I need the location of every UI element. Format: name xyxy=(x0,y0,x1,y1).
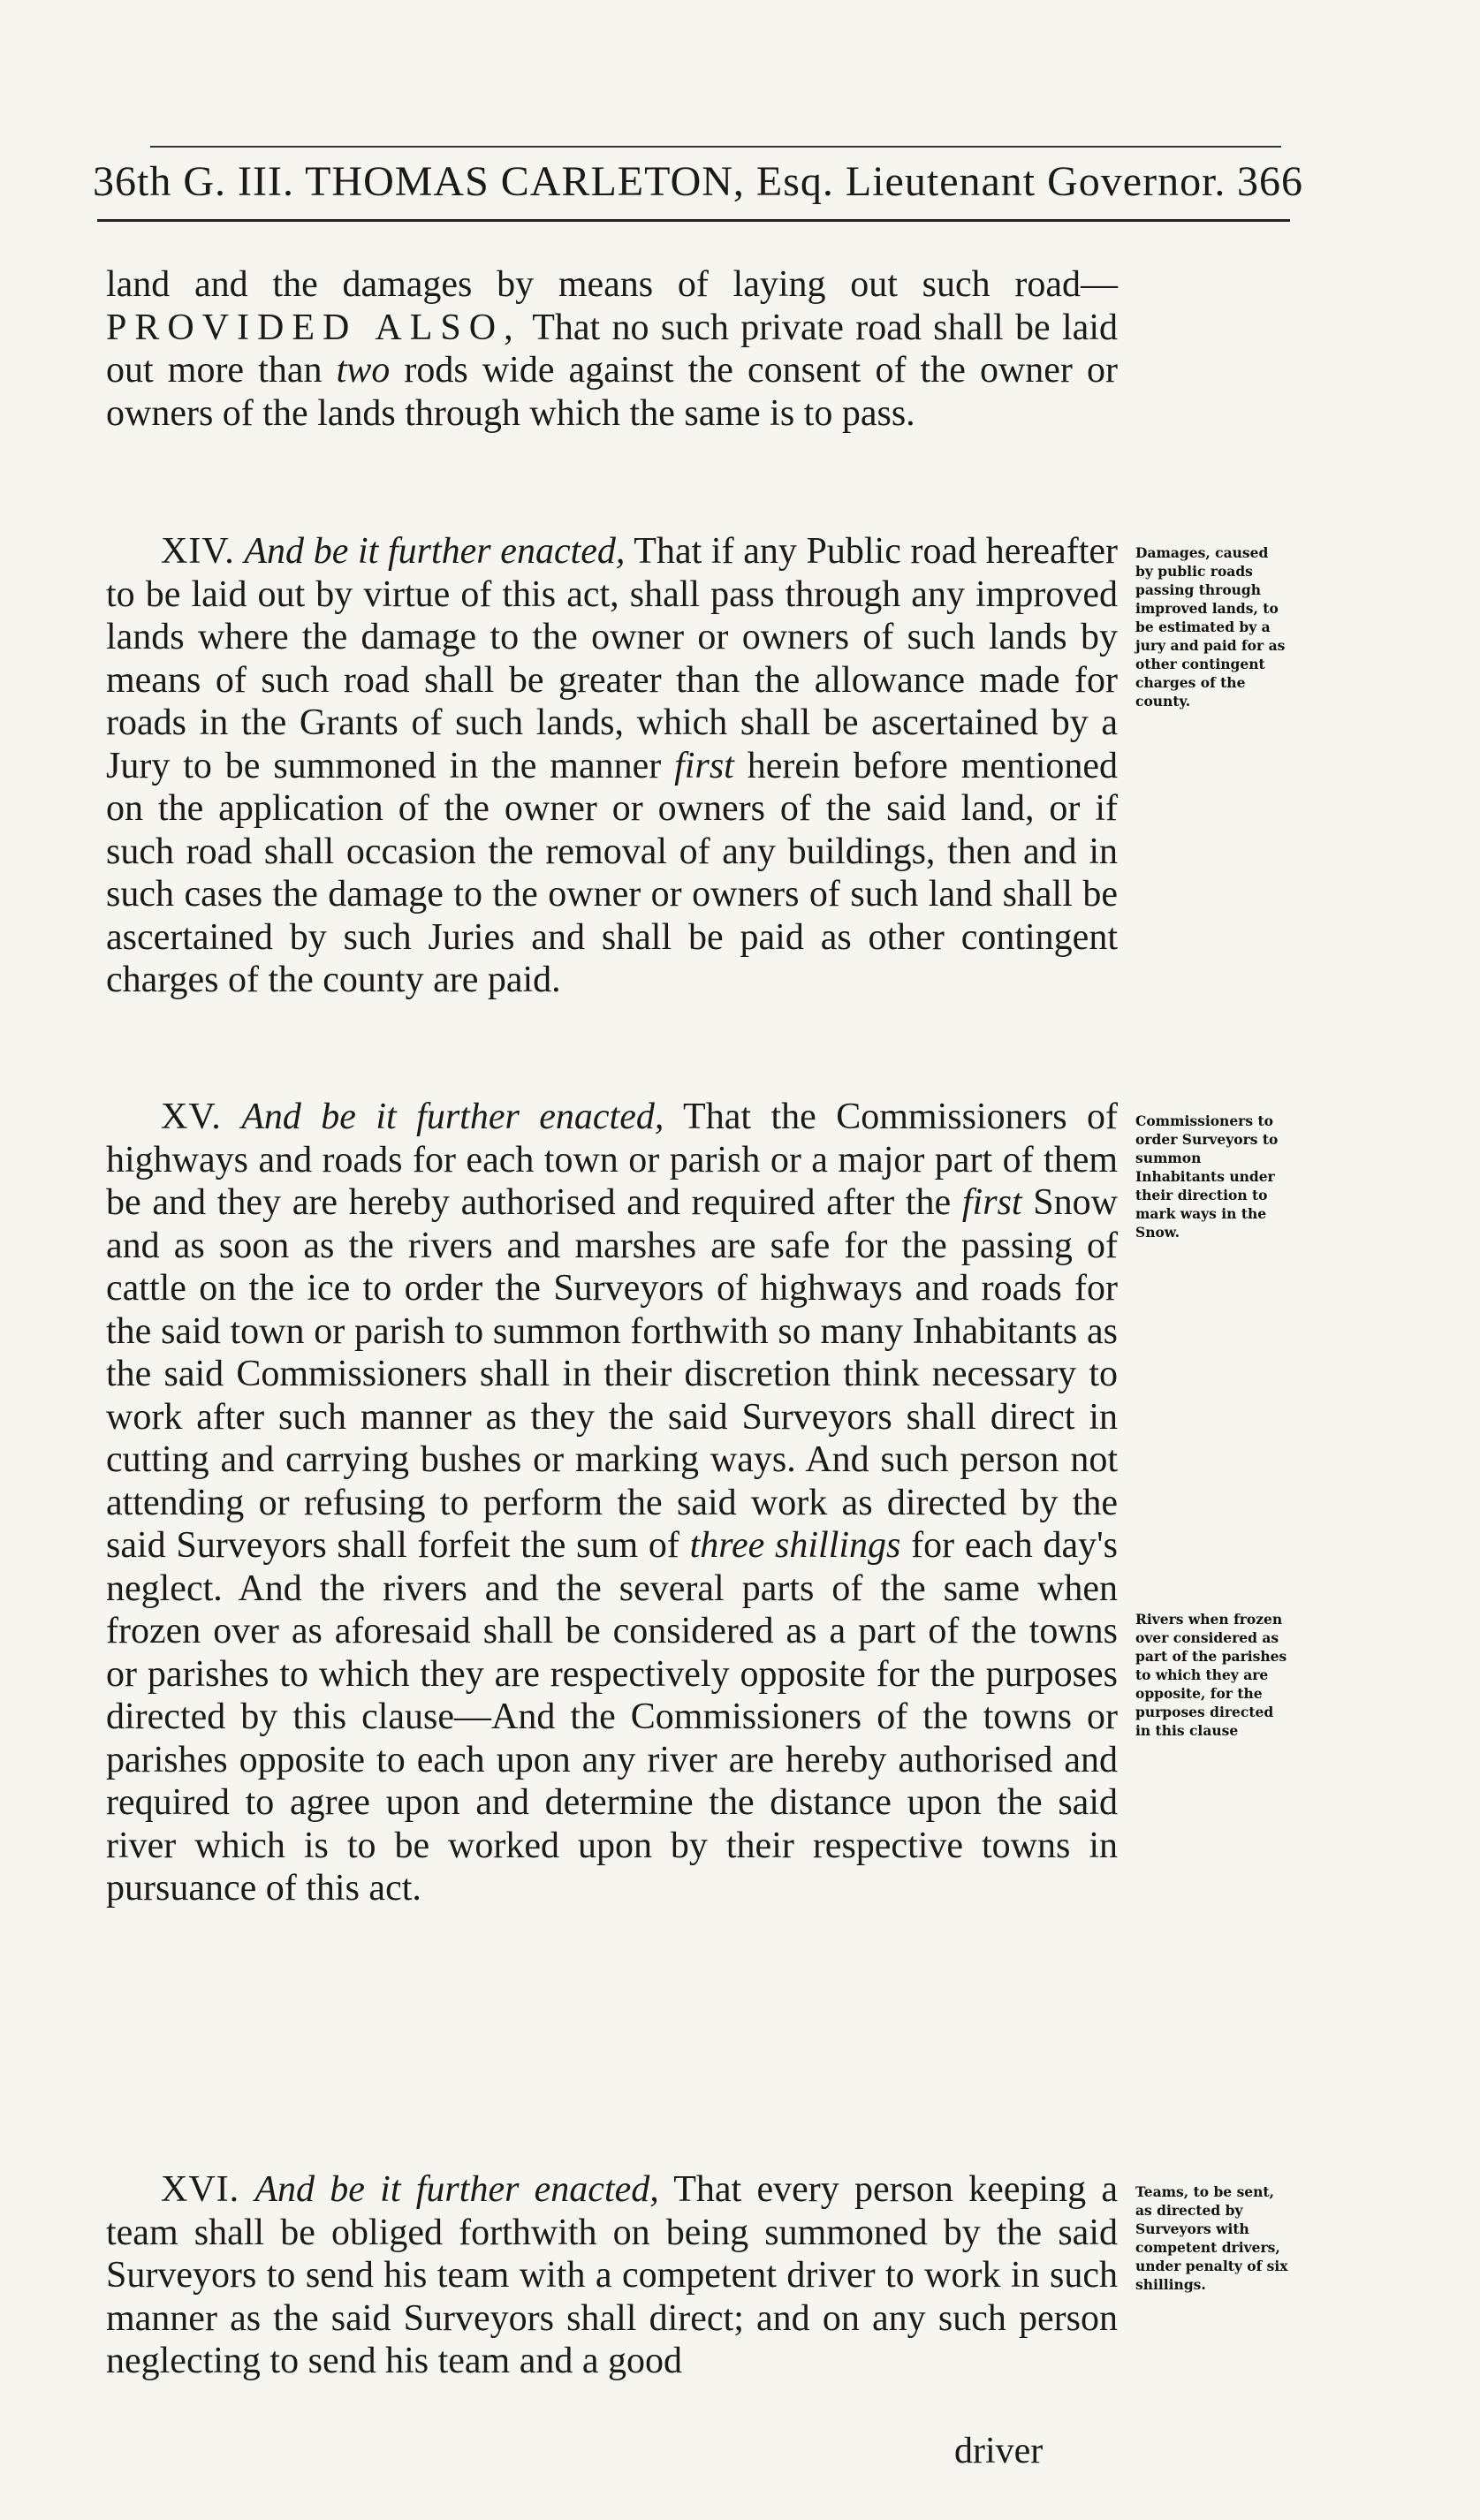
text-run: herein before mentioned on the application of the owner or owners of the said land, or if such road shall occasion the removal of any buildings, then and in such cases the damage to the owner or owners of such land shall be ascertained by such Juries and shall be paid as other contingent charges of the county are paid. xyxy=(106,745,1119,1000)
header-rule-bottom xyxy=(97,219,1290,222)
margin-note-teams: Teams, to be sent, as directed by Surveyors with competent drivers, under penalty of six shillings. xyxy=(1135,2183,1288,2293)
text-run: That every person keeping a team shall be obliged forthwith on being summoned by the said Surveyors to send his team with a competent driver to work in such manner as the said Surveyors shall direct; and on any such person neglecting to send his team and a good xyxy=(106,2169,1119,2381)
running-head-title: 36th G. III. THOMAS CARLETON, Esq. Lieutenant Governor. xyxy=(93,158,1226,205)
text-run: rods wide against the consent of the owner or owners of the lands through which the same is to pass. xyxy=(106,350,1118,434)
enacting-clause: And be it further enacted, xyxy=(241,1097,664,1137)
text-run: That no such private road shall be laid out more than xyxy=(106,307,1118,391)
text-run: land and the damages by means of laying out such road— xyxy=(106,264,1118,305)
text-run: That the Commissioners of highways and roads for each town or parish or a major part of them be and they are hereby authorised and required after the xyxy=(106,1097,1119,1223)
margin-note-damages: Damages, caused by public roads passing through improved lands, to be estimated by a jury and paid for as other contingent charges of the county. xyxy=(1135,544,1286,710)
italic-shillings: three shillings xyxy=(689,1525,901,1566)
section-number: XIV. xyxy=(161,531,235,572)
page-number: 366 xyxy=(1237,158,1303,205)
italic-first: first xyxy=(674,745,734,786)
running-head xyxy=(93,157,1303,210)
catchword: driver xyxy=(954,2431,1044,2471)
section-xvi xyxy=(106,2168,1118,2383)
section-number: XVI. xyxy=(161,2169,240,2210)
section-xv xyxy=(106,1096,1118,1910)
text-run: for each day's neglect. And the rivers and the several parts of the same when frozen over as aforesaid shall be considered as a part of the towns or parishes to which they are respectively opposite for the purposes directed by this clause—And the Commissioners of the towns or parishes opposite to each upon any river are hereby authorised and required to agree upon and determine the distance upon the said river which is to be worked upon by their respective towns in pursuance of this act. xyxy=(106,1525,1119,1909)
enacting-clause: And be it further enacted, xyxy=(244,531,626,572)
enacting-clause: And be it further enacted, xyxy=(254,2169,659,2210)
section-xiv xyxy=(106,530,1118,1002)
text-run: Snow and as soon as the rivers and marshes are safe for the passing of cattle on the ice to order the Surveyors of highways and roads for the said town or parish to summon forthwith so many Inhabitants as the said Commissioners shall in their discretion think necessary to work after such manner as they the said Surveyors shall direct in cutting and carrying bushes or marking ways. And such person not attending or refusing to perform the said work as directed by the said Surveyors shall forfeit the sum of xyxy=(106,1182,1118,1566)
italic-first: first xyxy=(961,1182,1022,1223)
italic-two: two xyxy=(336,350,391,391)
header-rule-top xyxy=(150,146,1281,148)
section-number: XV. xyxy=(161,1097,222,1137)
margin-note-commissioners: Commissioners to order Surveyors to summon Inhabitants under their direction to mark ways in the Snow. xyxy=(1135,1112,1279,1241)
margin-note-rivers: Rivers when frozen over considered as part of the parishes to which they are opposite, for the purposes directed in this clause xyxy=(1135,1611,1287,1739)
proviso-caps: PROVIDED ALSO, xyxy=(106,307,521,348)
text-run: That if any Public road hereafter to be laid out by virtue of this act, shall pass through any improved lands where the damage to the owner or owners of such lands by means of such road shall be greater than the allowance made for roads in the Grants of such lands, which shall be ascertained by a Jury to be summoned in the manner xyxy=(106,531,1118,786)
paragraph-continuation xyxy=(106,263,1118,435)
